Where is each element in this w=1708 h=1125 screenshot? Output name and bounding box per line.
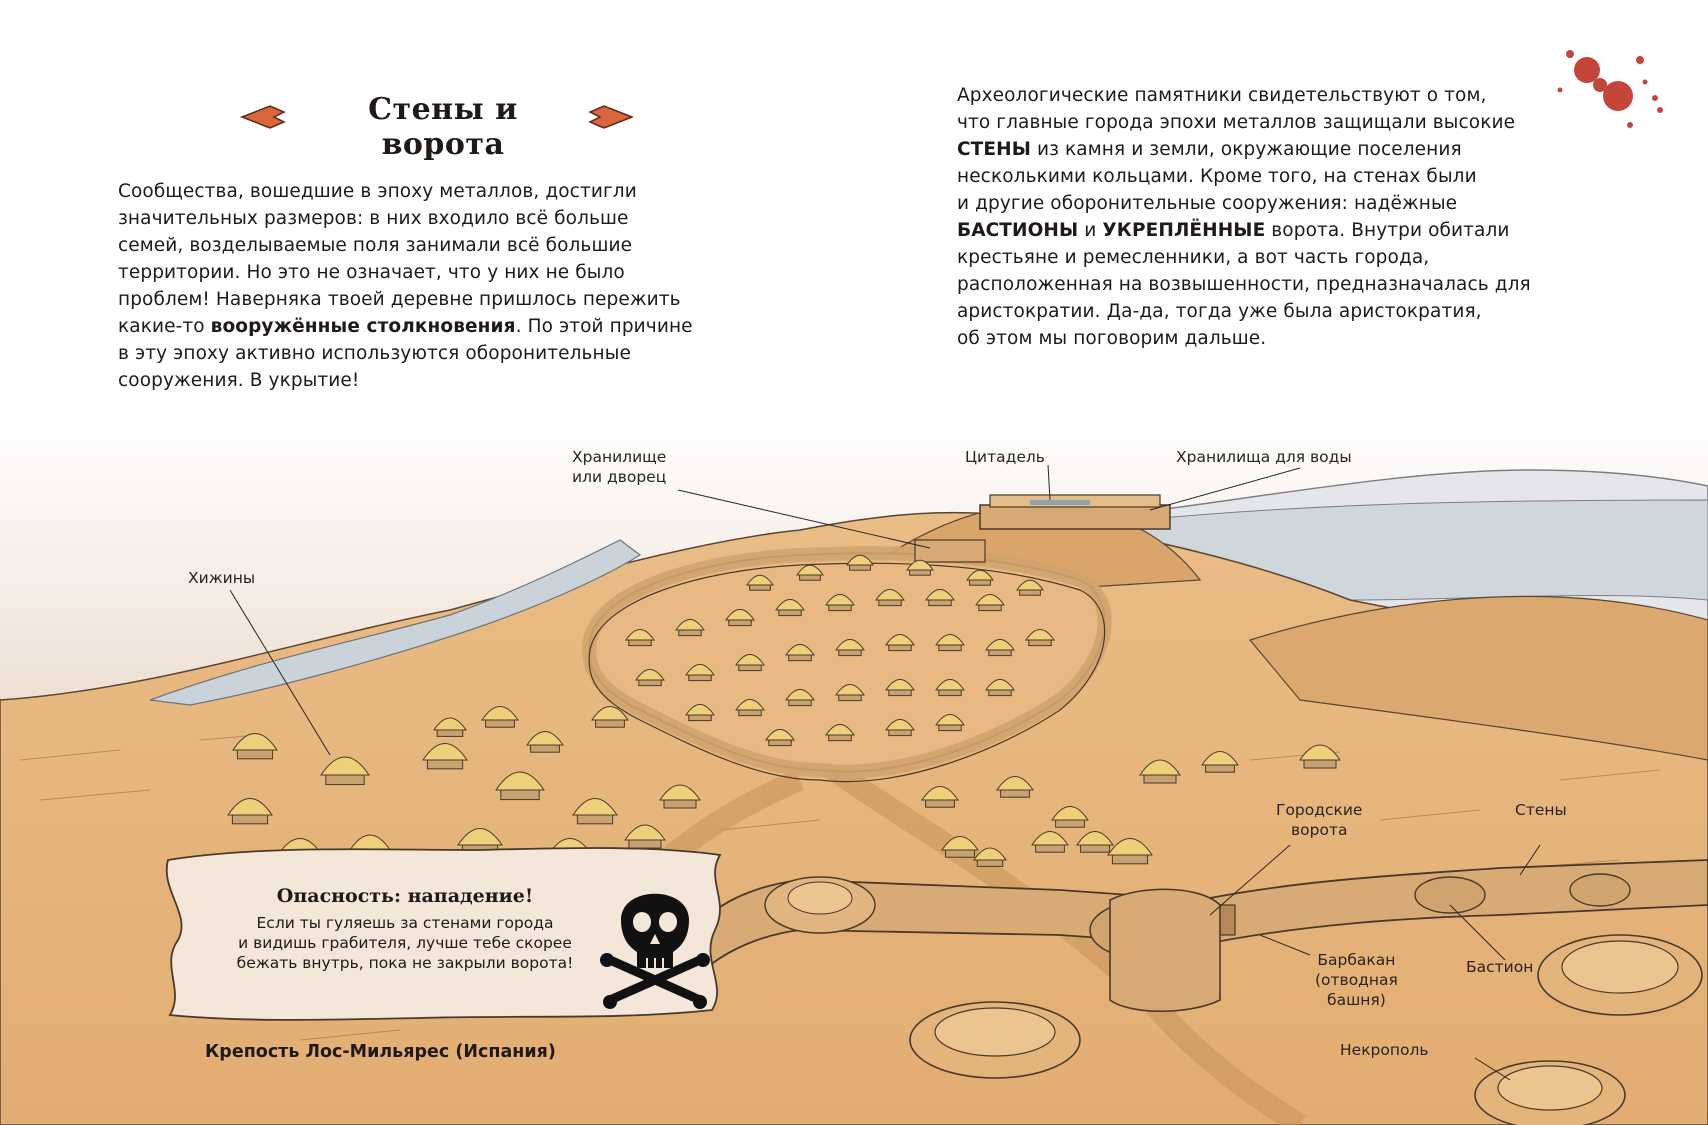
blood-splatter-icon [1558,50,1664,128]
danger-banner-text [205,885,605,973]
emphasis-text: БАСТИОНЫ [957,220,1079,241]
paragraph-line [118,259,693,286]
paragraph-text: расположенная на возвышенности, предназначалась для [957,274,1531,295]
storage-building [915,540,985,562]
label-water-storage: Хранилища для воды [1176,448,1352,466]
paragraph-line [118,340,693,367]
paragraph-text: сооружения. В укрытие! [118,370,360,391]
paragraph-line [957,271,1531,298]
paragraph-text: из камня и земли, окружающие поселения [1031,139,1462,160]
citadel-fort [980,495,1170,529]
paragraph-text: ворота. Внутри обитали [1265,220,1510,241]
emphasis-text: СТЕНЫ [957,139,1031,160]
emphasis-text: вооружённые столкновения [210,316,516,337]
paragraph-text: аристократии. Да-да, тогда уже была аристократия, [957,301,1482,322]
label-barbican [1315,950,1398,1010]
paragraph-text: значительных размеров: в них входило всё больше [118,208,629,229]
barbican-tower [1110,889,1220,1011]
paragraph-text: крестьяне и ремесленники, а вот часть города, [957,247,1430,268]
arrowhead-icon [240,104,286,130]
danger-body [205,913,605,973]
label-barbican-line: (отводная [1315,971,1398,989]
arrowhead-icon [588,104,634,130]
paragraph-line [118,313,693,340]
label-walls: Стены [1515,801,1567,819]
paragraph-text: семей, возделываемые поля занимали всё большие [118,235,633,256]
paragraph-line [957,190,1531,217]
label-huts: Хижины [188,569,256,587]
label-necropolis: Некрополь [1340,1041,1429,1059]
paragraph-text: в эту эпоху активно используются оборонительные [118,343,631,364]
paragraph-line [957,244,1531,271]
paragraph-line [957,298,1531,325]
label-city-gate-line: Городские [1276,801,1363,819]
paragraph-text: Сообщества, вошедшие в эпоху металлов, достигли [118,181,637,202]
label-barbican-line: башня) [1327,991,1386,1009]
label-storage-line: Хранилище [572,448,667,466]
paragraph-text: и [1078,220,1103,241]
danger-line: и видишь грабителя, лучше тебе скорее [238,934,572,952]
paragraph-text: Археологические памятники свидетельствуют о том, [957,85,1487,106]
paragraph-line [957,217,1531,244]
page-title: Стены и ворота [368,92,518,162]
paragraph-line [118,286,693,313]
paragraph-line [957,82,1531,109]
paragraph-text: что главные города эпохи металлов защищали высокие [957,112,1516,133]
label-barbican-line: Барбакан [1317,951,1396,969]
paragraph-text: об этом мы поговорим дальше. [957,328,1267,349]
label-city-gate [1276,800,1362,840]
label-city-gate-line: ворота [1291,821,1348,839]
illustration-caption: Крепость Лос-Мильярес (Испания) [205,1042,556,1062]
paragraph-text: и другие оборонительные сооружения: надёжные [957,193,1458,214]
danger-title: Опасность: нападение! [276,885,534,907]
label-storage-line: или дворец [572,468,667,486]
paragraph-line [118,178,693,205]
emphasis-text: УКРЕПЛЁННЫЕ [1102,220,1266,241]
paragraph-line [118,232,693,259]
paragraph-line [118,205,693,232]
label-citadel: Цитадель [965,448,1045,466]
paragraph-line [957,136,1531,163]
paragraph-line [118,367,693,394]
paragraph-text: несколькими кольцами. Кроме того, на стенах были [957,166,1477,187]
paragraph-text: проблем! Наверняка твоей деревне пришлось пережить [118,289,681,310]
paragraph-line [957,325,1531,352]
paragraph-text: какие-то [118,316,211,337]
title-row [240,92,640,162]
label-storage [572,447,666,487]
paragraph-line [957,109,1531,136]
label-bastion: Бастион [1466,958,1534,976]
danger-line: бежать внутрь, пока не закрыли ворота! [236,954,574,972]
paragraph-line [957,163,1531,190]
paragraph-text: территории. Но это не означает, что у них не было [118,262,625,283]
danger-line: Если ты гуляешь за стенами города [256,914,554,932]
archaeology-paragraph [957,82,1531,352]
paragraph-text: . По этой причине [515,316,693,337]
intro-paragraph [118,178,693,394]
